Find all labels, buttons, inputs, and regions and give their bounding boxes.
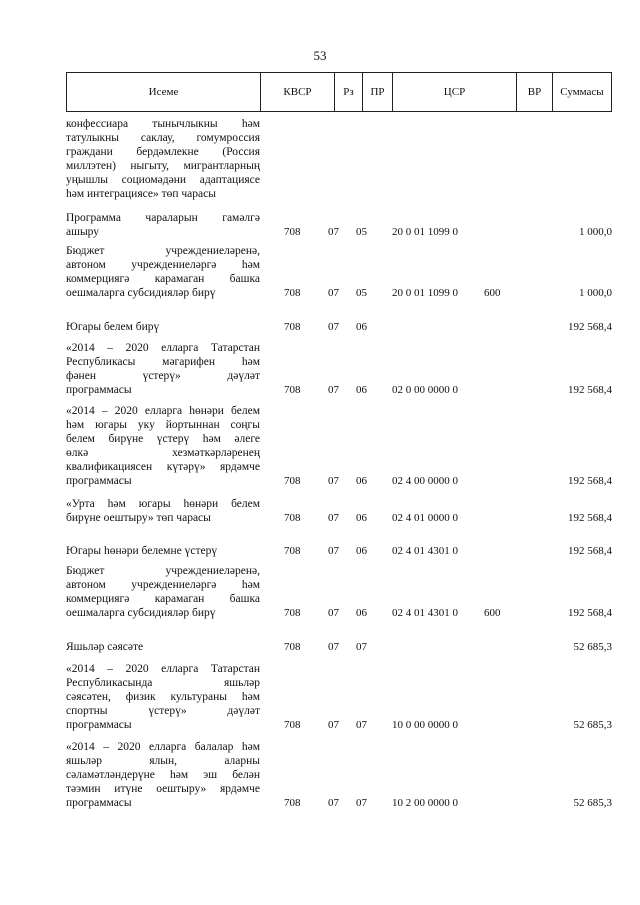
row-sum: 192 568,4 (568, 475, 612, 487)
table-row (66, 544, 612, 558)
row-name-line: «Урта һәм югары һөнәри белем (66, 498, 260, 510)
row-name (66, 544, 260, 558)
row-pr: 07 (356, 719, 367, 731)
table-row (66, 320, 612, 334)
row-pr: 06 (356, 475, 367, 487)
row-sum: 52 685,3 (573, 797, 612, 809)
row-name (66, 662, 260, 732)
row-rz: 07 (328, 641, 339, 653)
row-name-line: өлкә хезмәткәрләренең (66, 447, 260, 459)
row-csr: 02 4 01 4301 0 (392, 607, 458, 619)
table-row (66, 211, 612, 239)
row-csr: 02 0 00 0000 0 (392, 384, 458, 396)
row-name-line: Югары белем бирү (66, 321, 160, 333)
row-csr: 02 4 01 0000 0 (392, 512, 458, 524)
row-name-line: Яшьләр сәясәте (66, 641, 144, 653)
row-pr: 06 (356, 321, 367, 333)
row-name (66, 341, 260, 397)
row-name-line: оешмаларга субсидияләр бирү (66, 607, 216, 619)
header-kvsr: КВСР (261, 73, 335, 111)
row-csr: 20 0 01 1099 0 (392, 287, 458, 299)
row-rz: 07 (328, 512, 339, 524)
row-csr: 10 2 00 0000 0 (392, 797, 458, 809)
table-row (66, 740, 612, 810)
row-rz: 07 (328, 797, 339, 809)
row-pr: 07 (356, 641, 367, 653)
row-name-line: Бюджет учреждениеләренә, (66, 565, 260, 577)
row-kvsr: 708 (284, 475, 301, 487)
row-rz: 07 (328, 545, 339, 557)
row-name-line: оешмаларга субсидияләр бирү (66, 287, 216, 299)
row-csr: 10 0 00 0000 0 (392, 719, 458, 731)
row-name-line: Югары һөнәри белемне үстерү (66, 545, 218, 557)
row-name-line: коммерциягә карамаган башка (66, 593, 260, 605)
table-row (66, 564, 612, 620)
row-name-line: Программа чараларын гамәлгә (66, 212, 260, 224)
row-pr: 07 (356, 797, 367, 809)
header-vr: ВР (517, 73, 553, 111)
header-csr: ЦСР (393, 73, 517, 111)
row-name (66, 320, 260, 334)
row-sum: 192 568,4 (568, 512, 612, 524)
row-name-line: Республикасы мәгарифен һәм (66, 356, 260, 368)
row-name (66, 211, 260, 239)
row-name-line: «2014 – 2020 елларга Татарстан (66, 342, 260, 354)
row-pr: 05 (356, 287, 367, 299)
row-csr: 20 0 01 1099 0 (392, 226, 458, 238)
row-kvsr: 708 (284, 545, 301, 557)
row-rz: 07 (328, 287, 339, 299)
row-name-line: спортны үстерү» дәүләт (66, 705, 260, 717)
row-name-line: «2014 – 2020 елларга балалар һәм (66, 741, 260, 753)
row-sum: 1 000,0 (579, 226, 612, 238)
table-row (66, 640, 612, 654)
row-sum: 52 685,3 (573, 641, 612, 653)
row-name-line: миллэтен) ныгыту, мигрантларның (66, 160, 260, 172)
row-kvsr: 708 (284, 287, 301, 299)
row-rz: 07 (328, 475, 339, 487)
table-row (66, 244, 612, 300)
table-row (66, 117, 612, 201)
row-rz: 07 (328, 719, 339, 731)
row-name-line: граждани бердәмлекне (Россия (66, 146, 260, 158)
table-row (66, 662, 612, 732)
row-name (66, 497, 260, 525)
row-sum: 192 568,4 (568, 607, 612, 619)
row-name (66, 740, 260, 810)
row-name (66, 117, 260, 201)
row-name-line: татулыкны саклау, гомумроссия (66, 132, 260, 144)
row-kvsr: 708 (284, 512, 301, 524)
table-header (66, 72, 612, 112)
row-name-line: бирүне оештыру» төп чарасы (66, 512, 211, 524)
row-kvsr: 708 (284, 321, 301, 333)
page-number: 53 (313, 48, 327, 63)
row-kvsr: 708 (284, 384, 301, 396)
row-name (66, 244, 260, 300)
row-name-line: программасы (66, 797, 132, 809)
row-pr: 06 (356, 545, 367, 557)
row-name-line: квалификациясен күтәрү» ярдәмче (66, 461, 260, 473)
row-rz: 07 (328, 321, 339, 333)
row-name-line: автоном учреждениеләргә һәм (66, 579, 260, 591)
row-name-line: программасы (66, 384, 132, 396)
row-name-line: фәнен үстерү» дәүләт (66, 370, 260, 382)
row-sum: 192 568,4 (568, 321, 612, 333)
row-name-line: «2014 – 2020 елларга Татарстан (66, 663, 260, 675)
row-name-line: сәясәтен, физик культураны һәм (66, 691, 260, 703)
row-name-line: һәм югары уку йортыннан соңгы (66, 419, 260, 431)
row-name-line: тәэмин итүне оештыру» ярдәмче (66, 783, 260, 795)
row-name (66, 564, 260, 620)
header-name: Исеме (67, 73, 261, 111)
row-vr: 600 (484, 287, 501, 299)
row-rz: 07 (328, 384, 339, 396)
row-name-line: һәм интеграциясе» төп чарасы (66, 188, 216, 200)
row-sum: 192 568,4 (568, 545, 612, 557)
table-row (66, 497, 612, 525)
table-row (66, 404, 612, 488)
row-kvsr: 708 (284, 719, 301, 731)
row-name-line: сәламәтләндерүне һәм эш белән (66, 769, 260, 781)
row-name-line: яшьләр ялын, аларны (66, 755, 260, 767)
row-name-line: программасы (66, 719, 132, 731)
row-name (66, 404, 260, 488)
row-name (66, 640, 260, 654)
row-name-line: Бюджет учреждениеләренә, (66, 245, 260, 257)
row-name-line: уңышлы социомәдәни адаптациясе (66, 174, 260, 186)
row-name-line: автоном учреждениеләргә һәм (66, 259, 260, 271)
row-name-line: «2014 – 2020 елларга һөнәри белем (66, 405, 260, 417)
row-sum: 192 568,4 (568, 384, 612, 396)
row-rz: 07 (328, 226, 339, 238)
row-name-line: Республикасында яшьләр (66, 677, 260, 689)
row-kvsr: 708 (284, 641, 301, 653)
header-sum: Суммасы (560, 86, 604, 98)
row-sum: 52 685,3 (573, 719, 612, 731)
header-rz: Рз (335, 73, 363, 111)
row-kvsr: 708 (284, 797, 301, 809)
row-name-line: коммерциягә карамаган башка (66, 273, 260, 285)
row-kvsr: 708 (284, 607, 301, 619)
row-name-line: программасы (66, 475, 132, 487)
row-name-line: белем бирүне үстерү һәм әлеге (66, 433, 260, 445)
table-row (66, 341, 612, 397)
row-csr: 02 4 01 4301 0 (392, 545, 458, 557)
row-pr: 06 (356, 512, 367, 524)
row-pr: 06 (356, 607, 367, 619)
row-kvsr: 708 (284, 226, 301, 238)
row-pr: 06 (356, 384, 367, 396)
header-pr: ПР (363, 73, 393, 111)
row-rz: 07 (328, 607, 339, 619)
row-csr: 02 4 00 0000 0 (392, 475, 458, 487)
row-sum: 1 000,0 (579, 287, 612, 299)
row-pr: 05 (356, 226, 367, 238)
row-name-line: ашыру (66, 226, 100, 238)
row-name-line: конфессиара тынычлыкны һәм (66, 118, 260, 130)
row-vr: 600 (484, 607, 501, 619)
